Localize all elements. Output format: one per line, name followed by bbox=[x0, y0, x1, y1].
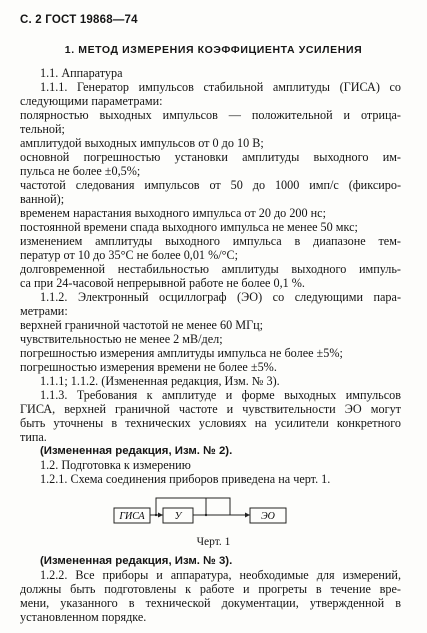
text-line: 1.2.1. Схема соединения приборов приведена на черт. 1. bbox=[40, 472, 331, 486]
text-line: 1.1.2. Электронный осциллограф (ЭО) со следующими пара- bbox=[40, 290, 401, 304]
text-line: основной погрешностью установки амплитуды выходного им- bbox=[20, 150, 401, 164]
subsection-title: 1.2. Подготовка к измерению bbox=[40, 458, 191, 472]
text-line: амплитудой выходных импульсов от 0 до 10 В; bbox=[20, 136, 264, 150]
text-line: частотой следования импульсов от 50 до 1000 имп/с (фиксиро- bbox=[20, 178, 401, 192]
text-line: быть уточнены в технических условиях на усилители конкретного bbox=[20, 416, 401, 430]
text-line: мени, указанного в технической документации, утвержденной в bbox=[20, 596, 401, 610]
text-line: полярностью выходных импульсов — положительной и отрица- bbox=[20, 108, 401, 122]
text-line: долговременной нестабильностью амплитуды выходного импуль- bbox=[20, 262, 401, 276]
text-line: типа. bbox=[20, 430, 47, 444]
text-line: 1.1.1. Генератор импульсов стабильной амплитуды (ГИСА) со bbox=[40, 80, 401, 94]
text-line: установленном порядке. bbox=[20, 610, 147, 624]
revision-note: 1.1.1; 1.1.2. (Измененная редакция, Изм. № 3). bbox=[40, 374, 280, 388]
text-line: верхней граничной частотой не менее 60 МГц; bbox=[20, 318, 264, 332]
text-line: чувствительностью не менее 2 мВ/дел; bbox=[20, 332, 223, 346]
text-line: следующими параметрами: bbox=[20, 94, 163, 108]
figure-caption: Черт. 1 bbox=[196, 536, 231, 548]
block-label: ГИСА bbox=[119, 511, 145, 522]
text-line: ванной); bbox=[20, 192, 65, 206]
text-line: ГИСА, верхней граничной частоте и чувствительности ЭО могут bbox=[20, 402, 401, 416]
text-line: метрами: bbox=[20, 304, 68, 318]
text-line: 1.1.3. Требования к амплитуде и форме выходных импульсов bbox=[40, 388, 401, 402]
text-line: погрешностью измерения амплитуды импульса не более ±5%; bbox=[20, 346, 343, 360]
page-header: С. 2 ГОСТ 19868—74 bbox=[20, 14, 138, 26]
text-line: должны быть подготовлены к работе и прогреты в течение вре- bbox=[20, 582, 401, 596]
text-line: 1.1. Аппаратура bbox=[40, 66, 123, 80]
text-line: постоянной времени спада выходного импульса не менее 50 мкс; bbox=[20, 220, 358, 234]
text-line: изменением амплитуды выходного импульса в диапазоне тем- bbox=[20, 234, 401, 248]
text-line: временем нарастания выходного импульса от 20 до 200 нс; bbox=[20, 206, 326, 220]
text-line: пульса не более ±0,5%; bbox=[20, 164, 141, 178]
revision-note: (Измененная редакция, Изм. № 2). bbox=[40, 445, 233, 457]
text-line: са при 24-часовой непрерывной работе не более 0,1 %. bbox=[20, 276, 305, 290]
revision-note: (Измененная редакция, Изм. № 3). bbox=[40, 555, 233, 567]
block-label: ЭО bbox=[261, 511, 275, 522]
text-line: тельной; bbox=[20, 122, 65, 136]
text-line: 1.2.2. Все приборы и аппаратура, необходимые для измерений, bbox=[40, 568, 401, 582]
section-title: 1. МЕТОД ИЗМЕРЕНИЯ КОЭФФИЦИЕНТА УСИЛЕНИЯ bbox=[64, 44, 363, 56]
text-line: ператур от 10 до 35°C не более 0,01 %/°C; bbox=[20, 248, 238, 262]
block-label: У bbox=[174, 511, 182, 522]
text-line: погрешностью измерения времени не более ±5%. bbox=[20, 360, 277, 374]
